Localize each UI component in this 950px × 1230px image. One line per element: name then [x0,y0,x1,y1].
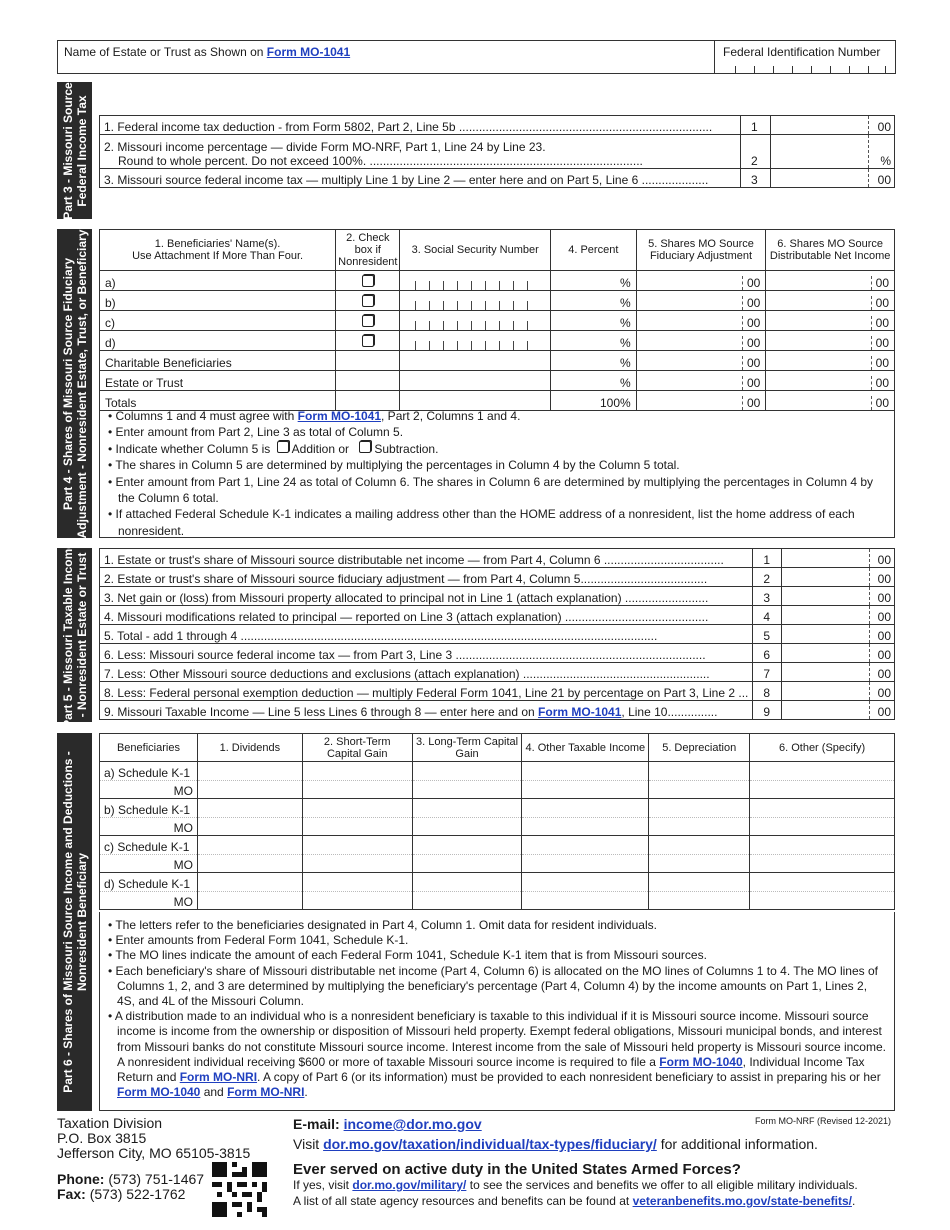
part5-line-9: 9. Missouri Taxable Income — Line 5 less Lines 6 through 8 — enter here and on Form MO-1041, Line 10............... 9 00 [100,701,895,720]
p4-col6-header: 6. Shares MO Source Distributable Net Income [766,230,895,271]
subtraction-checkbox[interactable] [359,441,371,453]
part5-line-7: 7. Less: Other Missouri source deductions and exclusions (attach explanation) ........................................................ 7 00 [100,663,895,682]
email-line: E-mail: income@dor.mo.gov [293,1116,482,1132]
mailing-address: Taxation Division P.O. Box 3815 Jefferson City, MO 65105-3815 [57,1115,251,1161]
p4-col2-header: 2. Check box if Nonresident [336,230,400,271]
nonresident-checkbox[interactable] [362,335,374,347]
ssn-field[interactable] [400,271,550,291]
part5-line-1: 1. Estate or trust's share of Missouri source distributable net income — from Part 4, Column 6 .................................... 1 00 [100,549,895,568]
p4-row-b: b) % 00 00 [100,291,895,311]
form-mo-1040-link[interactable]: Form MO-1040 [659,1054,743,1069]
form-mo-1041-link[interactable]: Form MO-1041 [266,45,351,59]
estate-name-box [57,40,896,74]
p4-col5-header: 5. Shares MO Source Fiduciary Adjustment [636,230,766,271]
nonresident-checkbox[interactable] [362,295,374,307]
part3-line-2-amount[interactable] [771,135,869,169]
part3-line-1-amount[interactable] [771,116,869,135]
form-mo-nri-link[interactable]: Form MO-NRI [227,1085,305,1100]
p4-col1-header: 1. Beneficiaries' Name(s). Use Attachment If More Than Four. [100,230,336,271]
p4-note-6: • If attached Federal Schedule K-1 indicates a mailing address other than the HOME address of a nonresident, list the home address of each nonresident. [108,507,855,538]
federal-id-ticks [735,66,885,73]
part4-table [99,229,895,411]
p6-note-1: • The letters refer to the beneficiaries designated in Part 4, Column 1. Omit data for resident individuals. [108,918,657,932]
p4-col4-header: 4. Percent [550,230,636,271]
form-mo-1041-link[interactable]: Form MO-1041 [538,705,622,719]
p6-row-c-k1: c) Schedule K-1 [100,836,895,855]
p6-row-d-mo: MO [100,891,895,910]
email-link[interactable]: income@dor.mo.gov [343,1116,482,1132]
part6-header-row: Beneficiaries 1. Dividends 2. Short-Term Capital Gain 3. Long-Term Capital Gain 4. Other Taxable Income 5. Depreciation 6. Other (Specify) [100,734,895,762]
form-mo-1040-link[interactable]: Form MO-1040 [117,1085,201,1100]
contact-numbers: Phone: (573) 751-1467 Fax: (573) 522-1762 [57,1171,205,1202]
p4-note-3: • Indicate whether Column 5 is Addition or Subtraction. [108,441,439,456]
p4-col3-header: 3. Social Security Number [400,230,550,271]
p4-note-2: • Enter amount from Part 2, Line 3 as total of Column 5. [108,425,404,440]
part3-line-2: 2. Missouri income percentage — divide Form MO-NRF, Part 1, Line 24 by Line 23. Round to whole percent. Do not exceed 100%. .................................................................................. 2 % [100,135,895,169]
part5-line-3: 3. Net gain or (loss) from Missouri property allocated to principal not in Line 1 (attach explanation) ......................... 3 00 [100,587,895,606]
p6-row-a-mo: MO [100,780,895,799]
part4-instructions [99,407,895,538]
p6-row-b-k1: b) Schedule K-1 [100,799,895,818]
ssn-field[interactable] [400,331,550,351]
p6-note-3: • The MO lines indicate the amount of each Federal Form 1041, Schedule K-1 item that is from Missouri sources. [108,948,707,963]
part4-header-row [100,230,895,271]
part3-side-label: Part 3 - Missouri Source Federal Income Tax [57,82,92,219]
ssn-field[interactable] [400,291,550,311]
p4-row-a: a) % 00 00 [100,271,895,291]
part5-line-4: 4. Missouri modifications related to principal — reported on Line 3 (attach explanation) ........................................... 4 00 [100,606,895,625]
part5-table [99,548,895,720]
visit-line: Visit dor.mo.gov/taxation/individual/tax-types/fiduciary/ for additional information. [293,1136,818,1152]
p6-row-a-k1: a) Schedule K-1 [100,762,895,781]
federal-id-label: Federal Identification Number [723,45,881,59]
part6-side-label: Part 6 - Shares of Missouri Source Income and Deductions - Nonresident Beneficiary [57,733,92,1111]
p6-row-d-k1: d) Schedule K-1 [100,873,895,892]
p4-row-charitable: Charitable Beneficiaries % 00 00 [100,351,895,371]
part5-line-8: 8. Less: Federal personal exemption deduction — multiply Federal Form 1041, Line 21 by percentage on Part 3, Line 2 ... 8 00 [100,682,895,701]
p4-row-estate: Estate or Trust % 00 00 [100,371,895,391]
part3-table [99,115,895,188]
part5-side-label: Part 5 - Missouri Taxable Income - Nonresident Estate or Trust [57,548,92,722]
ssn-field[interactable] [400,311,550,331]
part3-line-3: 3. Missouri source federal income tax — multiply Line 1 by Line 2 — enter here and on Part 5, Line 6 .................... 3 00 [100,169,895,188]
p4-row-d: d) % 00 00 [100,331,895,351]
part6-table [99,733,895,910]
nonresident-checkbox[interactable] [362,275,374,287]
fiduciary-link[interactable]: dor.mo.gov/taxation/individual/tax-types/fiduciary/ [323,1136,657,1152]
addition-checkbox[interactable] [277,441,289,453]
p6-note-4: • Each beneficiary's share of Missouri distributable net income (Part 4, Column 6) is allocated on the MO lines of Columns 1 to 4. The MO lines of Columns 1, 2, and 3 are determined by multiplying the beneficiary's percentage (Part 4, Column 4) by the income amounts on Part 1, Lines 2, 4S, and 4L of the Missouri Column. [108,963,878,1009]
p4-note-4: • The shares in Column 5 are determined by multiplying the percentages in Column 4 by the Column 5 total. [108,458,680,473]
qr-code-icon[interactable] [212,1162,267,1217]
military-line: If yes, visit dor.mo.gov/military/ to see the services and benefits we offer to all eligible military individuals. [293,1178,858,1192]
part5-line-6: 6. Less: Missouri source federal income tax — from Part 3, Line 3 ........................................................................... 6 00 [100,644,895,663]
part5-line-5: 5. Total - add 1 through 4 ............................................................................................................................. 5 00 [100,625,895,644]
p6-row-b-mo: MO [100,817,895,836]
state-benefits-link[interactable]: veteranbenefits.mo.gov/state-benefits/ [632,1194,852,1208]
part5-line-2: 2. Estate or trust's share of Missouri source fiduciary adjustment — from Part 4, Column 5...................................... 2 00 [100,568,895,587]
p6-row-c-mo: MO [100,854,895,873]
p4-note-5: • Enter amount from Part 1, Line 24 as total of Column 6. The shares in Column 6 are determined by multiplying the percentages in Column 4 by the Column 6 total. [108,474,874,506]
p6-note-2: • Enter amounts from Federal Form 1041, Schedule K-1. [108,933,409,948]
form-mo-nri-link[interactable]: Form MO-NRI [179,1070,258,1085]
nonresident-checkbox[interactable] [362,315,374,327]
federal-id-field[interactable] [714,41,896,73]
benefits-line: A list of all state agency resources and benefits can be found at veteranbenefits.mo.gov/state-benefits/. [293,1194,856,1208]
p4-row-totals: Totals 100% 00 00 [100,391,895,411]
part3-line-3-amount[interactable] [771,169,869,188]
part3-line-1: 1. Federal income tax deduction - from Form 5802, Part 2, Line 5b ............................................................................ 1 00 [100,116,895,135]
estate-name-label: Name of Estate or Trust as Shown on Form MO-1041 [64,45,351,59]
part4-side-label: Part 4 - Shares of Missouri Source Fiduciary Adjustment - Nonresident Estate, Trust, or Beneficiary [57,229,92,538]
p4-row-c: c) % 00 00 [100,311,895,331]
p4-note-1: • Columns 1 and 4 must agree with Form MO-1041, Part 2, Columns 1 and 4. [108,409,521,423]
part6-instructions [99,912,895,1111]
p6-note-5: • A distribution made to an individual who is a nonresident beneficiary is taxable to this individual if it is Missouri source income. Missouri source income is income from the ownership or disposition of Missouri held property. Exempt federal obligations, Missouri municipal bonds, and interest from Missouri banks do not constitute Missouri source income. Interest income from the sale of Missouri held property is Missouri source income. A nonresident individual receiving $600 or more of taxable Missouri source income is required to file a Form MO-1040, Individual Income Tax Return and Form MO-NRI. A copy of Part 6 (or its information) must be provided to each nonresident beneficiary to assist in preparing his or her Form MO-1040 and Form MO-NRI. [108,1009,886,1100]
military-heading: Ever served on active duty in the United States Armed Forces? [293,1161,741,1178]
form-revision: Form MO-NRF (Revised 12-2021) [755,1116,892,1126]
military-link[interactable]: dor.mo.gov/military/ [352,1178,467,1192]
form-mo-1041-link[interactable]: Form MO-1041 [297,409,382,423]
